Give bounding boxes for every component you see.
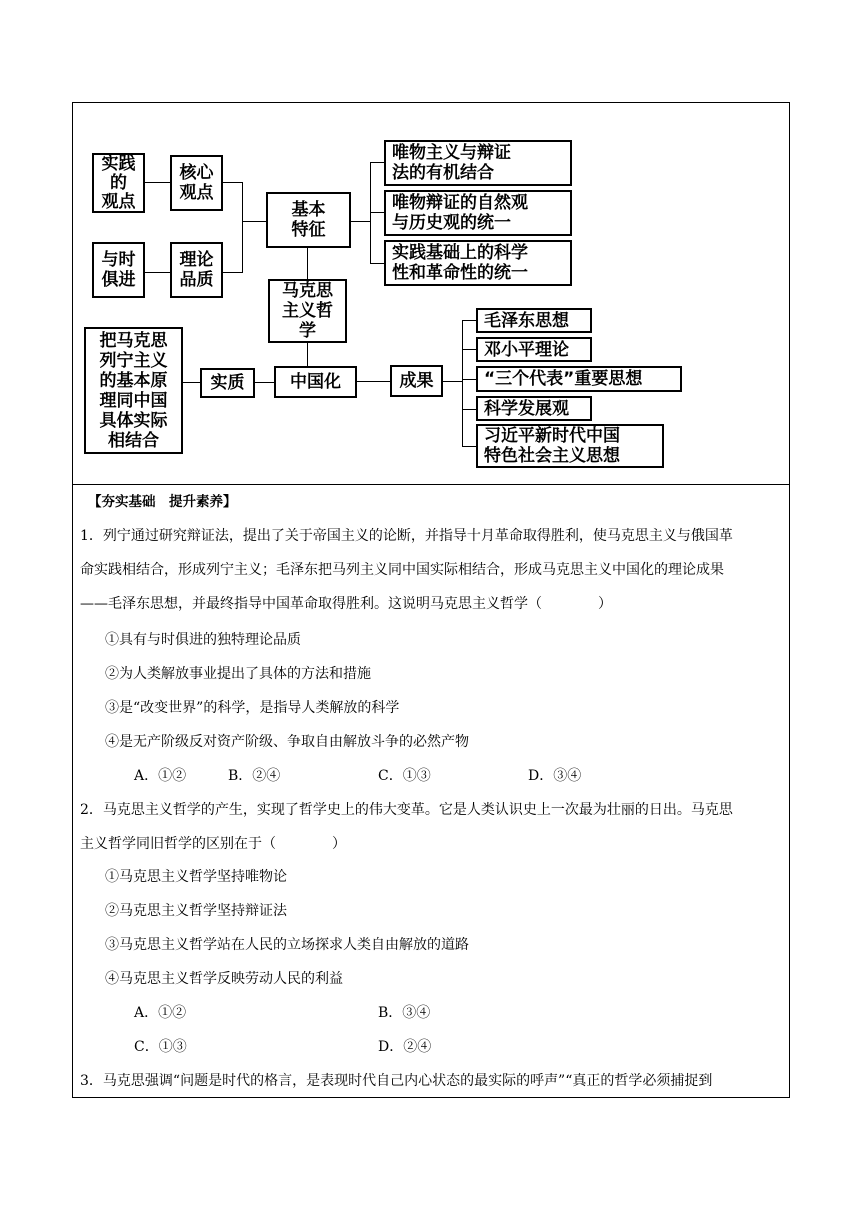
section-divider (72, 484, 790, 485)
question-text: 主义哲学同旧哲学的区别在于（ ） (80, 836, 346, 852)
feature-science-revolution-box: 实践基础上的科学 性和革命性的统一 (384, 240, 572, 286)
connector (462, 349, 476, 350)
keep-pace-box: 与时 俱进 (92, 242, 145, 298)
question-text: ——毛泽东思想，并最终指导中国革命取得胜利。这说明马克思主义哲学（ ） (80, 596, 612, 612)
connector (144, 182, 170, 183)
connector (442, 381, 462, 382)
question-text: 2．马克思主义哲学的产生，实现了哲学史上的伟大变革。它是人类认识史上一次最为壮丽的日出。马克思 (80, 802, 733, 818)
core-view-box: 核心 观点 (170, 155, 223, 211)
connector (462, 446, 476, 447)
essence-box: 实质 (200, 368, 255, 398)
connector (370, 162, 384, 163)
connector (356, 381, 390, 382)
achievement-three-represents-box: “三个代表”重要思想 (476, 366, 682, 392)
achievement-mao-box: 毛泽东思想 (476, 308, 592, 333)
achievement-xi-thought-box: 习近平新时代中国 特色社会主义思想 (476, 424, 664, 468)
connector (462, 320, 476, 321)
answer-option-a: A．①② (134, 1005, 187, 1021)
connector (462, 409, 476, 410)
question-text: 3．马克思强调“问题是时代的格言，是表现时代自己内心状态的最实际的呼声”“真正的哲学必须捕捉到 (80, 1073, 713, 1089)
answer-option-b: B．②④ (228, 768, 281, 784)
statement-item: ②为人类解放事业提出了具体的方法和措施 (105, 666, 371, 682)
achievements-box: 成果 (390, 365, 443, 397)
theory-quality-box: 理论 品质 (170, 242, 223, 298)
achievement-deng-box: 邓小平理论 (476, 337, 592, 362)
connector (144, 272, 170, 273)
answer-option-d: D．③④ (528, 768, 582, 784)
connector (307, 247, 308, 279)
section-title: 【夯实基础 提升素养】 (88, 494, 237, 510)
essence-text-box: 把马克思 列宁主义 的基本原 理同中国 具体实际 相结合 (84, 327, 183, 454)
statement-item: ③马克思主义哲学站在人民的立场探求人类自由解放的道路 (105, 937, 469, 953)
connector (222, 182, 242, 183)
feature-materialism-dialectics-box: 唯物主义与辩证 法的有机结合 (384, 140, 572, 186)
statement-item: ①具有与时俱进的独特理论品质 (105, 632, 301, 648)
connector (370, 162, 371, 264)
connector (350, 221, 370, 222)
answer-option-b: B．③④ (378, 1005, 431, 1021)
question-text: 命实践相结合，形成列宁主义；毛泽东把马列主义同中国实际相结合，形成马克思主义中国化的理论成果 (80, 562, 724, 578)
connector (242, 182, 243, 273)
question-text: 1．列宁通过研究辩证法，提出了关于帝国主义的论断，并指导十月革命取得胜利，使马克思主义与俄国革 (80, 528, 733, 544)
practice-view-box: 实践 的 观点 (92, 153, 145, 213)
connector (370, 263, 384, 264)
answer-option-a: A．①② (134, 768, 187, 784)
answer-option-d: D．②④ (378, 1039, 432, 1055)
achievement-scientific-development-box: 科学发展观 (476, 396, 592, 421)
connector (242, 221, 266, 222)
statement-item: ①马克思主义哲学坚持唯物论 (105, 869, 287, 885)
marxist-philosophy-box: 马克思 主义哲 学 (268, 279, 347, 343)
statement-item: ④是无产阶级反对资产阶级、争取自由解放斗争的必然产物 (105, 734, 469, 750)
sinicization-box: 中国化 (274, 366, 357, 398)
connector (370, 212, 384, 213)
statement-item: ②马克思主义哲学坚持辩证法 (105, 903, 287, 919)
connector (182, 382, 200, 383)
answer-option-c: C．①③ (378, 768, 431, 784)
connector (462, 379, 476, 380)
answer-option-c: C．①③ (134, 1039, 187, 1055)
basic-features-box: 基本 特征 (266, 192, 351, 248)
statement-item: ③是“改变世界”的科学，是指导人类解放的科学 (105, 700, 400, 716)
connector (462, 320, 463, 446)
feature-nature-history-box: 唯物辩证的自然观 与历史观的统一 (384, 190, 572, 236)
connector (222, 272, 242, 273)
connector (307, 342, 308, 366)
statement-item: ④马克思主义哲学反映劳动人民的利益 (105, 971, 343, 987)
connector (254, 382, 274, 383)
